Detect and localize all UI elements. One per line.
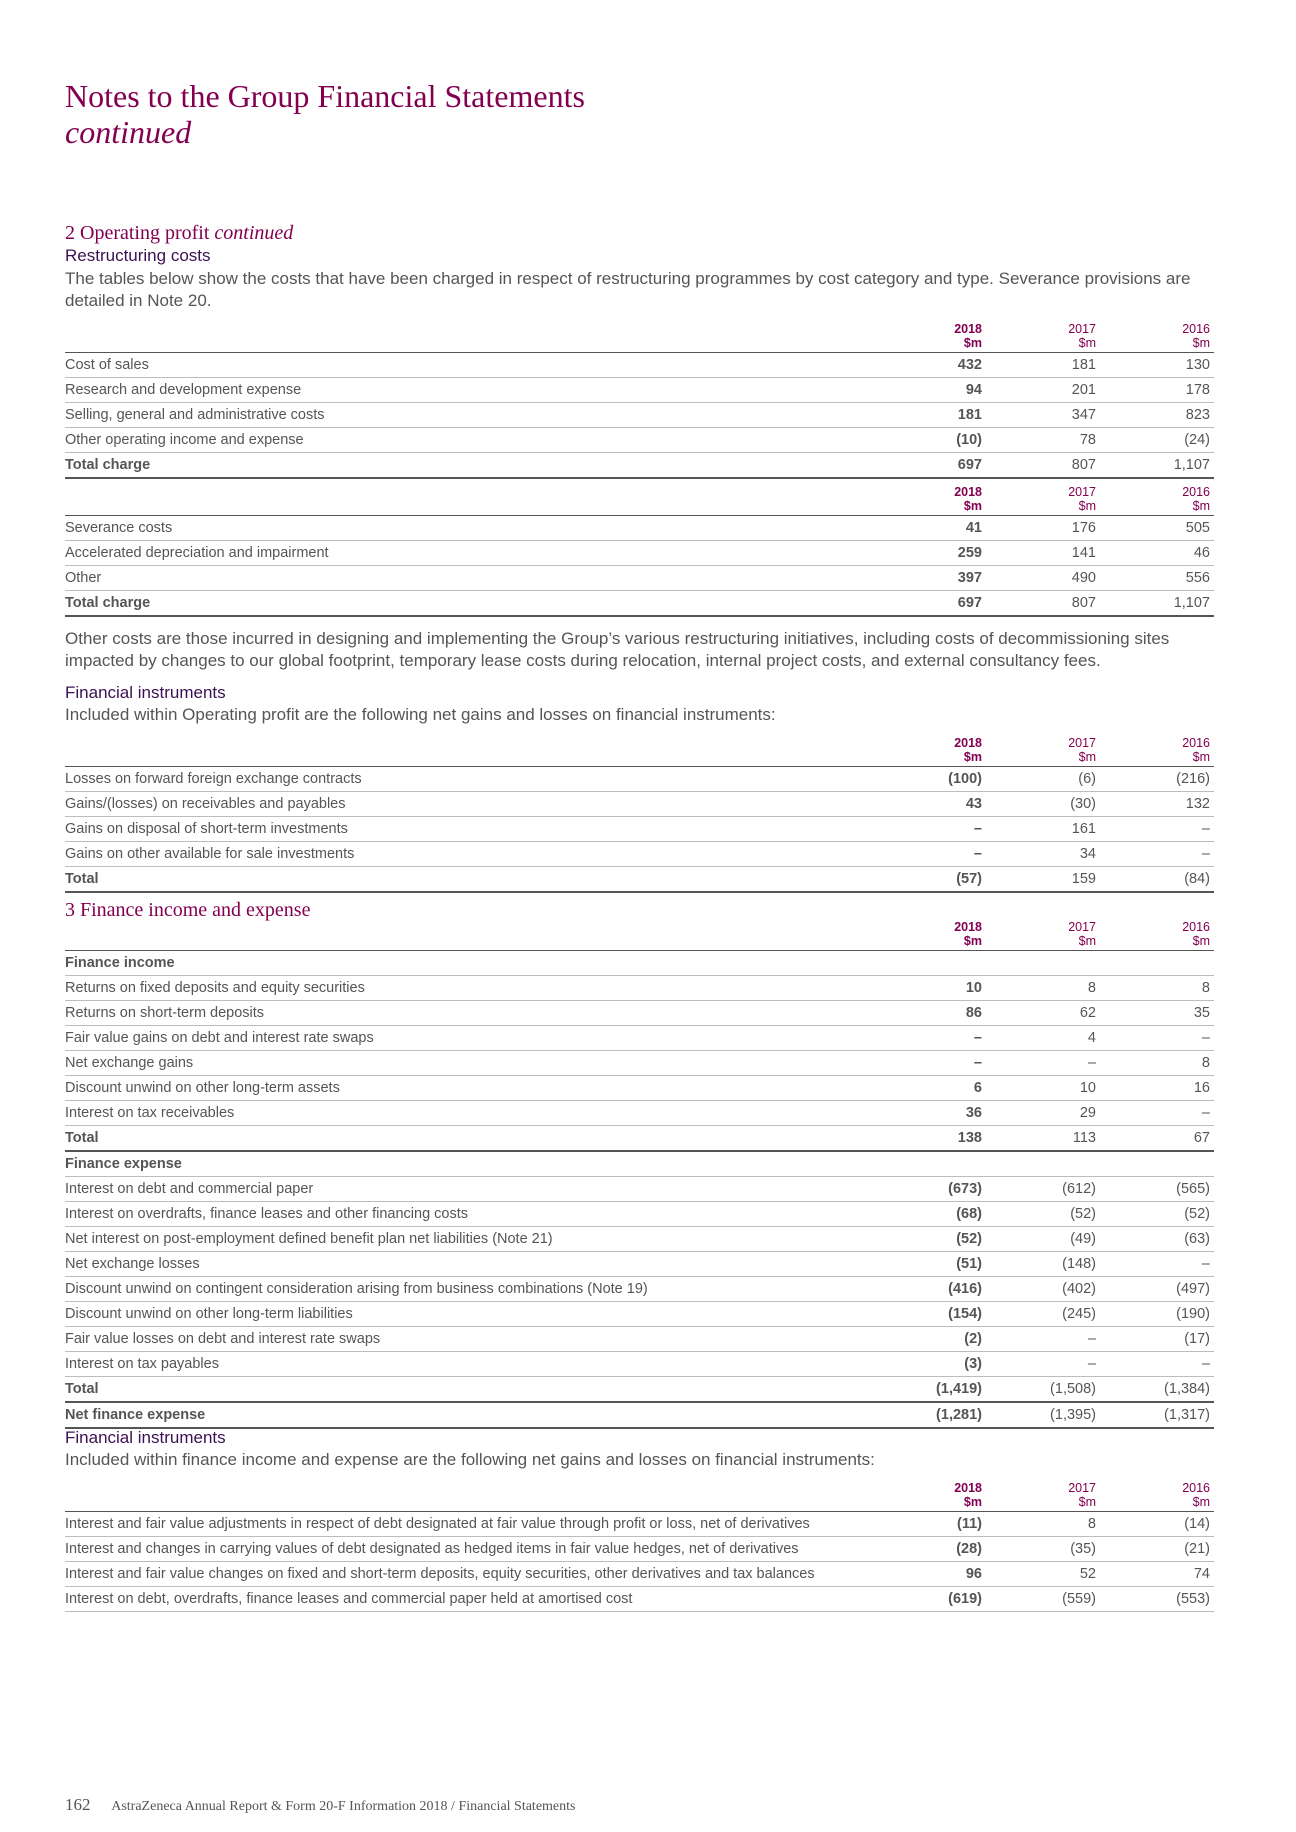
column-unit: $m bbox=[963, 1495, 982, 1509]
table-row bbox=[65, 767, 1214, 792]
column-unit: $m bbox=[1078, 934, 1096, 948]
table-row bbox=[65, 516, 1214, 541]
value-2016: 1,107 bbox=[1100, 591, 1214, 617]
value-2016: (565) bbox=[1100, 1177, 1214, 1202]
value-2017: (559) bbox=[986, 1587, 1100, 1612]
column-header-y2017 bbox=[986, 477, 1100, 516]
row-label: Fair value gains on debt and interest rate swaps bbox=[65, 1026, 862, 1051]
financial-instruments-intro-1: Included within Operating profit are the following net gains and losses on financial instruments: bbox=[65, 705, 776, 724]
blank bbox=[1100, 1151, 1214, 1177]
column-year: 2016 bbox=[1182, 485, 1210, 499]
value-2018: 10 bbox=[862, 976, 986, 1001]
header-blank bbox=[65, 912, 862, 951]
page-title-line1: Notes to the Group Financial Statements bbox=[65, 78, 585, 114]
column-header-y2017 bbox=[986, 728, 1100, 767]
column-header-y2016 bbox=[1100, 477, 1214, 516]
row-label: Interest and fair value changes on fixed and short-term deposits, equity securities, other derivatives and tax balances bbox=[65, 1562, 862, 1587]
table-row bbox=[65, 1076, 1214, 1101]
value-2018: 138 bbox=[862, 1126, 986, 1152]
table-header-row bbox=[65, 912, 1214, 951]
row-label: Other operating income and expense bbox=[65, 428, 862, 453]
row-label: Gains on other available for sale investments bbox=[65, 842, 862, 867]
value-2018: (100) bbox=[862, 767, 986, 792]
column-year: 2017 bbox=[1068, 322, 1096, 336]
value-2016: (17) bbox=[1100, 1327, 1214, 1352]
row-label: Cost of sales bbox=[65, 353, 862, 378]
row-label: Total bbox=[65, 1377, 862, 1403]
row-label: Net exchange losses bbox=[65, 1252, 862, 1277]
column-unit: $m bbox=[1078, 1495, 1096, 1509]
value-2017: (6) bbox=[986, 767, 1100, 792]
column-year: 2016 bbox=[1182, 1481, 1210, 1495]
value-2017: 113 bbox=[986, 1126, 1100, 1152]
total-row bbox=[65, 1402, 1214, 1428]
value-2017: (1,395) bbox=[986, 1402, 1100, 1428]
table-row bbox=[65, 566, 1214, 591]
value-2016: (52) bbox=[1100, 1202, 1214, 1227]
value-2018: (68) bbox=[862, 1202, 986, 1227]
value-2017: 490 bbox=[986, 566, 1100, 591]
column-unit: $m bbox=[1192, 336, 1210, 350]
column-unit: $m bbox=[963, 750, 982, 764]
blank bbox=[1100, 951, 1214, 976]
value-2018: (673) bbox=[862, 1177, 986, 1202]
value-2016: (21) bbox=[1100, 1537, 1214, 1562]
other-costs-paragraph: Other costs are those incurred in designing and implementing the Group’s various restructuring initiatives, including costs of decommissioning sites impacted by changes to our global footprint, temporary lease costs during relocation, internal project costs, and external consultancy fees. bbox=[65, 629, 1170, 670]
column-unit: $m bbox=[1192, 499, 1210, 513]
value-2018: 86 bbox=[862, 1001, 986, 1026]
value-2017: 347 bbox=[986, 403, 1100, 428]
total-row bbox=[65, 453, 1214, 479]
table-row bbox=[65, 792, 1214, 817]
row-label: Other bbox=[65, 566, 862, 591]
value-2016: – bbox=[1100, 1101, 1214, 1126]
table-row bbox=[65, 976, 1214, 1001]
value-2018: (52) bbox=[862, 1227, 986, 1252]
column-header-y2018 bbox=[862, 314, 986, 353]
value-2017: (49) bbox=[986, 1227, 1100, 1252]
table-row bbox=[65, 1051, 1214, 1076]
value-2017: (402) bbox=[986, 1277, 1100, 1302]
blank bbox=[986, 1151, 1100, 1177]
table-row bbox=[65, 353, 1214, 378]
value-2018: 6 bbox=[862, 1076, 986, 1101]
value-2016: (1,317) bbox=[1100, 1402, 1214, 1428]
row-label: Fair value losses on debt and interest rate swaps bbox=[65, 1327, 862, 1352]
row-label: Returns on short-term deposits bbox=[65, 1001, 862, 1026]
column-unit: $m bbox=[1192, 750, 1210, 764]
table-row bbox=[65, 378, 1214, 403]
value-2016: 16 bbox=[1100, 1076, 1214, 1101]
total-row bbox=[65, 591, 1214, 617]
blank bbox=[986, 951, 1100, 976]
column-year: 2018 bbox=[954, 485, 982, 499]
column-year: 2017 bbox=[1068, 485, 1096, 499]
section-heading: Finance expense bbox=[65, 1151, 862, 1177]
page-title bbox=[65, 78, 585, 150]
financial-instruments-title-2: Financial instruments bbox=[65, 1428, 226, 1447]
row-label: Discount unwind on other long-term assets bbox=[65, 1076, 862, 1101]
row-label: Accelerated depreciation and impairment bbox=[65, 541, 862, 566]
value-2018: (2) bbox=[862, 1327, 986, 1352]
value-2017: (35) bbox=[986, 1537, 1100, 1562]
row-label: Interest on debt and commercial paper bbox=[65, 1177, 862, 1202]
value-2017: 29 bbox=[986, 1101, 1100, 1126]
value-2018: (416) bbox=[862, 1277, 986, 1302]
column-year: 2018 bbox=[954, 1481, 982, 1495]
table-row bbox=[65, 1101, 1214, 1126]
column-unit: $m bbox=[1192, 934, 1210, 948]
column-year: 2018 bbox=[954, 322, 982, 336]
value-2016: 35 bbox=[1100, 1001, 1214, 1026]
value-2018: 43 bbox=[862, 792, 986, 817]
column-header-y2016 bbox=[1100, 1473, 1214, 1512]
value-2016: 1,107 bbox=[1100, 453, 1214, 479]
row-label: Total bbox=[65, 867, 862, 893]
value-2016: (216) bbox=[1100, 767, 1214, 792]
value-2018: (619) bbox=[862, 1587, 986, 1612]
value-2018: 94 bbox=[862, 378, 986, 403]
value-2018: (3) bbox=[862, 1352, 986, 1377]
value-2018: (11) bbox=[862, 1512, 986, 1537]
page-number: 162 bbox=[65, 1795, 91, 1814]
column-unit: $m bbox=[1192, 1495, 1210, 1509]
column-header-y2018 bbox=[862, 728, 986, 767]
column-unit: $m bbox=[1078, 499, 1096, 513]
value-2016: – bbox=[1100, 1352, 1214, 1377]
row-label: Severance costs bbox=[65, 516, 862, 541]
value-2018: (51) bbox=[862, 1252, 986, 1277]
section-heading-row bbox=[65, 951, 1214, 976]
value-2017: 78 bbox=[986, 428, 1100, 453]
table-header-row bbox=[65, 728, 1214, 767]
value-2018: 697 bbox=[862, 591, 986, 617]
value-2016: 67 bbox=[1100, 1126, 1214, 1152]
row-label: Total charge bbox=[65, 591, 862, 617]
table-header-row bbox=[65, 1473, 1214, 1512]
value-2016: (24) bbox=[1100, 428, 1214, 453]
row-label: Gains on disposal of short-term investments bbox=[65, 817, 862, 842]
value-2017: (148) bbox=[986, 1252, 1100, 1277]
value-2017: (30) bbox=[986, 792, 1100, 817]
total-row bbox=[65, 867, 1214, 893]
value-2018: 96 bbox=[862, 1562, 986, 1587]
value-2018: – bbox=[862, 842, 986, 867]
table-row bbox=[65, 1227, 1214, 1252]
table-header-row bbox=[65, 477, 1214, 516]
value-2018: – bbox=[862, 1026, 986, 1051]
value-2016: 130 bbox=[1100, 353, 1214, 378]
column-header-y2018 bbox=[862, 1473, 986, 1512]
value-2016: 74 bbox=[1100, 1562, 1214, 1587]
value-2017: – bbox=[986, 1327, 1100, 1352]
section-2-title-main: 2 Operating profit bbox=[65, 222, 210, 244]
table-row bbox=[65, 1277, 1214, 1302]
column-header-y2017 bbox=[986, 314, 1100, 353]
operating-financial-instruments-table bbox=[65, 728, 1214, 893]
header-blank bbox=[65, 314, 862, 353]
value-2016: – bbox=[1100, 1026, 1214, 1051]
header-blank bbox=[65, 728, 862, 767]
page-footer bbox=[65, 1795, 575, 1815]
row-label: Net interest on post-employment defined benefit plan net liabilities (Note 21) bbox=[65, 1227, 862, 1252]
value-2018: 397 bbox=[862, 566, 986, 591]
restructuring-by-type-table bbox=[65, 477, 1214, 617]
value-2017: 52 bbox=[986, 1562, 1100, 1587]
value-2018: (1,419) bbox=[862, 1377, 986, 1403]
total-row bbox=[65, 1126, 1214, 1152]
value-2017: 807 bbox=[986, 591, 1100, 617]
table-row bbox=[65, 1252, 1214, 1277]
table-header-row bbox=[65, 314, 1214, 353]
blank bbox=[862, 951, 986, 976]
value-2016: (63) bbox=[1100, 1227, 1214, 1252]
value-2016: – bbox=[1100, 817, 1214, 842]
column-year: 2016 bbox=[1182, 920, 1210, 934]
financial-instruments-title-1: Financial instruments bbox=[65, 683, 226, 702]
row-label: Total bbox=[65, 1126, 862, 1152]
value-2017: – bbox=[986, 1051, 1100, 1076]
column-unit: $m bbox=[963, 499, 982, 513]
value-2016: (190) bbox=[1100, 1302, 1214, 1327]
value-2016: 556 bbox=[1100, 566, 1214, 591]
column-header-y2018 bbox=[862, 477, 986, 516]
value-2017: (612) bbox=[986, 1177, 1100, 1202]
value-2016: (553) bbox=[1100, 1587, 1214, 1612]
value-2018: 259 bbox=[862, 541, 986, 566]
value-2017: 161 bbox=[986, 817, 1100, 842]
row-label: Interest on tax receivables bbox=[65, 1101, 862, 1126]
column-unit: $m bbox=[963, 934, 982, 948]
row-label: Research and development expense bbox=[65, 378, 862, 403]
column-year: 2016 bbox=[1182, 736, 1210, 750]
value-2018: (10) bbox=[862, 428, 986, 453]
table-row bbox=[65, 1562, 1214, 1587]
value-2016: – bbox=[1100, 842, 1214, 867]
column-header-y2017 bbox=[986, 1473, 1100, 1512]
table-row bbox=[65, 1537, 1214, 1562]
column-year: 2017 bbox=[1068, 736, 1096, 750]
row-label: Returns on fixed deposits and equity securities bbox=[65, 976, 862, 1001]
value-2017: 34 bbox=[986, 842, 1100, 867]
row-label: Net exchange gains bbox=[65, 1051, 862, 1076]
column-header-y2016 bbox=[1100, 728, 1214, 767]
column-header-y2016 bbox=[1100, 314, 1214, 353]
value-2018: (28) bbox=[862, 1537, 986, 1562]
value-2016: (1,384) bbox=[1100, 1377, 1214, 1403]
row-label: Net finance expense bbox=[65, 1402, 862, 1428]
row-label: Interest on debt, overdrafts, finance leases and commercial paper held at amortised cost bbox=[65, 1587, 862, 1612]
table-row bbox=[65, 428, 1214, 453]
column-year: 2018 bbox=[954, 920, 982, 934]
column-year: 2018 bbox=[954, 736, 982, 750]
column-unit: $m bbox=[963, 336, 982, 350]
table-row bbox=[65, 1001, 1214, 1026]
finance-financial-instruments-table bbox=[65, 1473, 1214, 1612]
value-2017: 8 bbox=[986, 976, 1100, 1001]
table-row bbox=[65, 817, 1214, 842]
value-2017: 4 bbox=[986, 1026, 1100, 1051]
total-row bbox=[65, 1377, 1214, 1403]
value-2018: – bbox=[862, 1051, 986, 1076]
value-2017: – bbox=[986, 1352, 1100, 1377]
row-label: Interest on tax payables bbox=[65, 1352, 862, 1377]
table-row bbox=[65, 1026, 1214, 1051]
table-row bbox=[65, 1302, 1214, 1327]
table-row bbox=[65, 1512, 1214, 1537]
financial-instruments-intro-2: Included within finance income and expense are the following net gains and losses on financial instruments: bbox=[65, 1450, 875, 1469]
section-heading-row bbox=[65, 1151, 1214, 1177]
value-2017: 159 bbox=[986, 867, 1100, 893]
row-label: Discount unwind on contingent consideration arising from business combinations (Note 19) bbox=[65, 1277, 862, 1302]
restructuring-by-category-table bbox=[65, 314, 1214, 479]
row-label: Total charge bbox=[65, 453, 862, 479]
value-2016: 823 bbox=[1100, 403, 1214, 428]
row-label: Selling, general and administrative costs bbox=[65, 403, 862, 428]
value-2017: 176 bbox=[986, 516, 1100, 541]
value-2017: 807 bbox=[986, 453, 1100, 479]
value-2016: 8 bbox=[1100, 976, 1214, 1001]
header-blank bbox=[65, 477, 862, 516]
row-label: Discount unwind on other long-term liabilities bbox=[65, 1302, 862, 1327]
value-2018: 432 bbox=[862, 353, 986, 378]
column-header-y2016 bbox=[1100, 912, 1214, 951]
value-2017: 201 bbox=[986, 378, 1100, 403]
column-year: 2017 bbox=[1068, 920, 1096, 934]
value-2017: 8 bbox=[986, 1512, 1100, 1537]
row-label: Interest on overdrafts, finance leases and other financing costs bbox=[65, 1202, 862, 1227]
value-2018: 36 bbox=[862, 1101, 986, 1126]
footer-text: AstraZeneca Annual Report & Form 20-F Information 2018 / Financial Statements bbox=[111, 1799, 576, 1814]
value-2016: 505 bbox=[1100, 516, 1214, 541]
blank bbox=[862, 1151, 986, 1177]
value-2017: 62 bbox=[986, 1001, 1100, 1026]
value-2017: 10 bbox=[986, 1076, 1100, 1101]
table-row bbox=[65, 403, 1214, 428]
value-2018: 41 bbox=[862, 516, 986, 541]
restructuring-intro: The tables below show the costs that have been charged in respect of restructuring programmes by cost category and type. Severance provisions are detailed in Note 20. bbox=[65, 269, 1191, 310]
value-2018: 697 bbox=[862, 453, 986, 479]
value-2016: (497) bbox=[1100, 1277, 1214, 1302]
value-2017: 141 bbox=[986, 541, 1100, 566]
value-2016: (84) bbox=[1100, 867, 1214, 893]
page-title-line2: continued bbox=[65, 114, 192, 150]
section-2-title-continued: continued bbox=[214, 222, 294, 244]
value-2018: (57) bbox=[862, 867, 986, 893]
value-2016: 46 bbox=[1100, 541, 1214, 566]
section-2-title bbox=[65, 222, 293, 245]
value-2016: 132 bbox=[1100, 792, 1214, 817]
row-label: Gains/(losses) on receivables and payables bbox=[65, 792, 862, 817]
finance-income-expense-table bbox=[65, 912, 1214, 1429]
value-2016: (14) bbox=[1100, 1512, 1214, 1537]
value-2017: (52) bbox=[986, 1202, 1100, 1227]
table-row bbox=[65, 1177, 1214, 1202]
table-row bbox=[65, 842, 1214, 867]
column-year: 2016 bbox=[1182, 322, 1210, 336]
column-unit: $m bbox=[1078, 336, 1096, 350]
table-row bbox=[65, 1327, 1214, 1352]
value-2016: 178 bbox=[1100, 378, 1214, 403]
value-2018: (154) bbox=[862, 1302, 986, 1327]
row-label: Interest and fair value adjustments in respect of debt designated at fair value through profit or loss, net of derivatives bbox=[65, 1512, 862, 1537]
section-heading: Finance income bbox=[65, 951, 862, 976]
value-2017: (1,508) bbox=[986, 1377, 1100, 1403]
table-row bbox=[65, 1352, 1214, 1377]
column-header-y2017 bbox=[986, 912, 1100, 951]
table-row bbox=[65, 1202, 1214, 1227]
value-2017: (245) bbox=[986, 1302, 1100, 1327]
value-2016: 8 bbox=[1100, 1051, 1214, 1076]
header-blank bbox=[65, 1473, 862, 1512]
row-label: Losses on forward foreign exchange contracts bbox=[65, 767, 862, 792]
section-3-title: 3 Finance income and expense bbox=[65, 899, 311, 921]
column-unit: $m bbox=[1078, 750, 1096, 764]
value-2016: – bbox=[1100, 1252, 1214, 1277]
table-row bbox=[65, 1587, 1214, 1612]
restructuring-subtitle: Restructuring costs bbox=[65, 246, 211, 265]
table-row bbox=[65, 541, 1214, 566]
column-header-y2018 bbox=[862, 912, 986, 951]
value-2018: 181 bbox=[862, 403, 986, 428]
value-2017: 181 bbox=[986, 353, 1100, 378]
column-year: 2017 bbox=[1068, 1481, 1096, 1495]
value-2018: (1,281) bbox=[862, 1402, 986, 1428]
row-label: Interest and changes in carrying values of debt designated as hedged items in fair value hedges, net of derivatives bbox=[65, 1537, 862, 1562]
value-2018: – bbox=[862, 817, 986, 842]
